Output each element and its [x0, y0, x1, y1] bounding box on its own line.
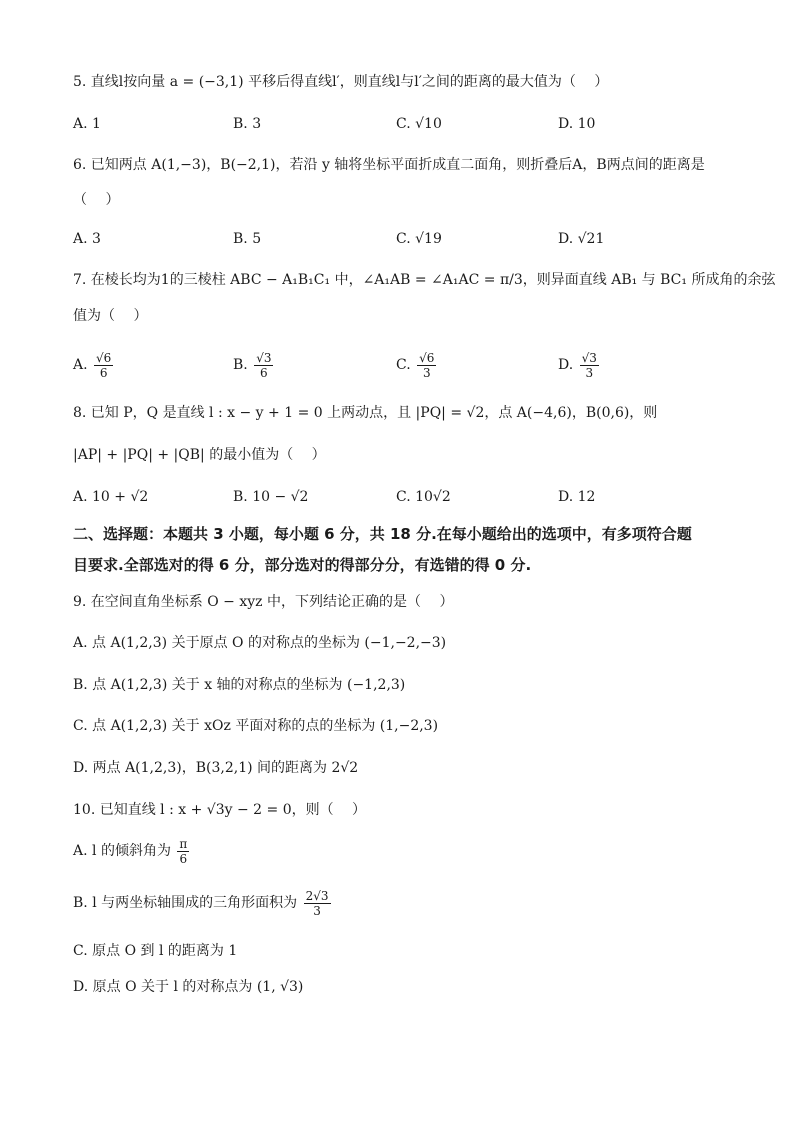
- q7-option-a-label: A.: [73, 357, 88, 373]
- q8-option-b: B. 10 − √2: [233, 489, 309, 505]
- q8-stem-cont: |AP| + |PQ| + |QB| 的最小值为（ ）: [73, 447, 326, 463]
- q5-option-c: C. √10: [396, 116, 442, 132]
- q7-option-c: [396, 348, 438, 382]
- q7-option-a-fraction: [94, 351, 113, 380]
- q7-option-d-fraction: [580, 351, 599, 380]
- q5-option-b: B. 3: [233, 116, 262, 132]
- q5-options: [73, 111, 733, 137]
- q7-stem: 7. 在棱长均为1的三棱柱 ABC − A₁B₁C₁ 中，∠A₁AB = ∠A₁AC = π/3，则异面直线 AB₁ 与 BC₁ 所成角的余弦: [73, 272, 776, 288]
- q8-stem: 8. 已知 P，Q 是直线 l : x − y + 1 = 0 上两动点，且 |PQ| = √2，点 A(−4,6)，B(0,6)，则: [73, 405, 658, 421]
- q7-stem-cont: 值为（ ）: [73, 308, 148, 324]
- q10-option-a-text: A. l 的倾斜角为: [73, 843, 171, 859]
- q7-option-b-label: B.: [233, 357, 248, 373]
- q10-option-b-numerator: 2√3: [305, 888, 329, 903]
- q7-option-a: [73, 348, 115, 382]
- q7-option-d-denominator: 3: [585, 365, 594, 380]
- q5-option-d: D. 10: [558, 116, 596, 132]
- q7-option-b-denominator: 6: [260, 365, 268, 380]
- q7-option-c-fraction: [417, 351, 436, 380]
- q7-option-c-label: C.: [396, 357, 411, 373]
- q8-option-d: D. 12: [558, 489, 596, 505]
- q7-option-b-fraction: [254, 351, 273, 380]
- q10-option-a-fraction: [177, 837, 189, 866]
- q10-option-d: D. 原点 O 关于 l 的对称点为 (1, √3): [73, 979, 304, 995]
- q10-option-b-text: B. l 与两坐标轴围成的三角形面积为: [73, 895, 298, 911]
- q8-options: [73, 484, 733, 510]
- q9-option-a: A. 点 A(1,2,3) 关于原点 O 的对称点的坐标为 (−1,−2,−3): [73, 635, 447, 651]
- q7-option-c-denominator: 3: [422, 365, 431, 380]
- q10-stem: 10. 已知直线 l : x + √3y − 2 = 0，则（ ）: [73, 802, 367, 818]
- q7-option-a-numerator: √6: [96, 350, 112, 365]
- q6-option-a: A. 3: [73, 231, 101, 247]
- q7-option-d-numerator: √3: [581, 350, 597, 365]
- q10-option-a-numerator: π: [179, 836, 188, 851]
- q9-option-d: D. 两点 A(1,2,3)，B(3,2,1) 间的距离为 2√2: [73, 760, 359, 776]
- q7-option-a-denominator: 6: [99, 365, 108, 380]
- q7-option-b: [233, 348, 275, 382]
- q6-option-c: C. √19: [396, 231, 442, 247]
- q10-option-b-fraction: [304, 889, 331, 918]
- q6-option-d: D. √21: [558, 231, 605, 247]
- q8-option-c: C. 10√2: [396, 489, 451, 505]
- q6-option-b: B. 5: [233, 231, 262, 247]
- q6-options: [73, 226, 733, 252]
- q9-stem: 9. 在空间直角坐标系 O − xyz 中，下列结论正确的是（ ）: [73, 594, 454, 610]
- q7-option-c-numerator: √6: [419, 350, 435, 365]
- q7-option-d: [558, 348, 601, 382]
- q8-option-a: A. 10 + √2: [73, 489, 149, 505]
- q5-option-a: A. 1: [73, 116, 101, 132]
- section-2-heading-cont: 目要求.全部选对的得 6 分，部分选对的得部分分，有选错的得 0 分.: [73, 556, 532, 574]
- q7-options: [73, 348, 733, 382]
- q10-option-c: C. 原点 O 到 l 的距离为 1: [73, 943, 238, 959]
- q10-option-b: [73, 885, 333, 921]
- q10-option-b-denominator: 3: [313, 903, 321, 918]
- q10-option-a-denominator: 6: [179, 851, 188, 866]
- q6-stem-cont: （ ）: [73, 192, 120, 208]
- q9-option-c: C. 点 A(1,2,3) 关于 xOz 平面对称的点的坐标为 (1,−2,3): [73, 718, 439, 734]
- q5-stem: 5. 直线l按向量 a = (−3,1) 平移后得直线l′，则直线l与l′之间的距离的最大值为（ ）: [73, 74, 609, 90]
- q10-option-a: [73, 834, 191, 868]
- q6-stem: 6. 已知两点 A(1,−3)，B(−2,1)，若沿 y 轴将坐标平面折成直二面角，则折叠后A，B两点间的距离是: [73, 157, 705, 173]
- q7-option-d-label: D.: [558, 357, 574, 373]
- q7-option-b-numerator: √3: [256, 350, 272, 365]
- section-2-heading: 二、选择题：本题共 3 小题，每小题 6 分，共 18 分.在每小题给出的选项中，有多项符合题: [73, 525, 692, 543]
- q9-option-b: B. 点 A(1,2,3) 关于 x 轴的对称点的坐标为 (−1,2,3): [73, 677, 406, 693]
